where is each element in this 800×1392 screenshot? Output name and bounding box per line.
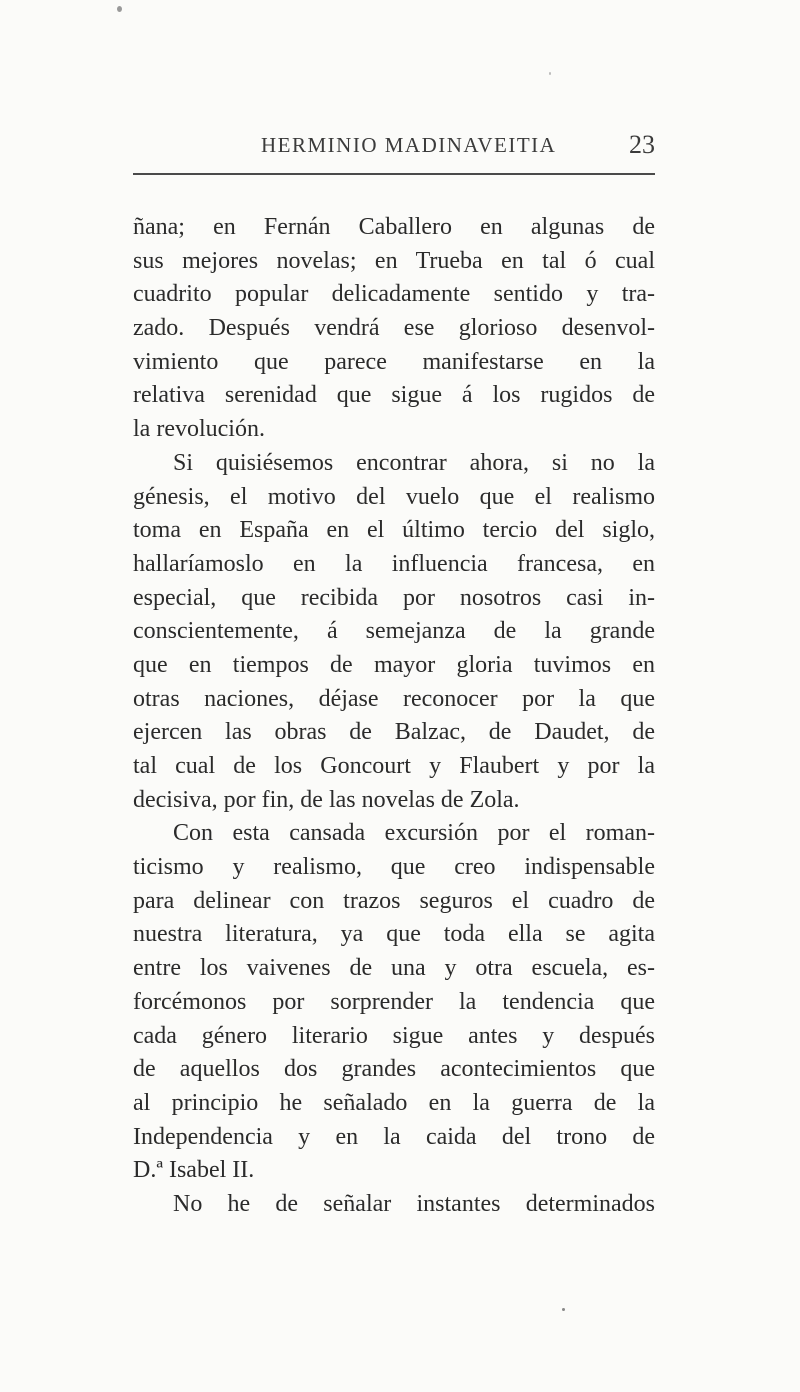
ink-speck [549,72,551,75]
text-line: ñana; en Fernán Caballero en algunas de [133,214,655,240]
text-line: cuadrito popular delicadamente sentido y tra- [133,281,655,308]
body-text [133,211,655,1222]
text-line: la revolución. [133,416,265,443]
text-line: entre los vaivenes de una y otra escuela, es- [133,955,655,982]
text-line: forcémonos por sorprender la tendencia que [133,988,655,1015]
text-line: ticismo y realismo, que creo indispensable [133,854,655,881]
text-line: Si quisiésemos encontrar ahora, si no la [173,449,655,476]
text-line: relativa serenidad que sigue á los rugidos de [133,382,655,409]
text-line: Independencia y en la caida del trono de [133,1123,655,1150]
text-line: zado. Después vendrá ese glorioso desenvol- [133,315,655,342]
header-rule [133,173,655,175]
text-line: otras naciones, déjase reconocer por la que [133,685,655,712]
text-line: nuestra literatura, ya que toda ella se agita [133,921,655,948]
text-line: D.ª Isabel II. [133,1157,255,1184]
text-line: Con esta cansada excursión por el roman- [173,820,655,847]
text-line: decisiva, por fin, de las novelas de Zola. [133,786,520,813]
text-line: de aquellos dos grandes acontecimientos que [133,1056,655,1083]
text-line: conscientemente, á semejanza de la grande [133,618,655,645]
text-line: ejercen las obras de Balzac, de Daudet, de [133,719,655,746]
text-line: que en tiempos de mayor gloria tuvimos en [133,651,655,678]
running-head: HERMINIO MADINAVEITIA [261,133,557,157]
text-line: para delinear con trazos seguros el cuadro de [133,887,655,914]
text-line: al principio he señalado en la guerra de la [133,1089,655,1116]
text-line: tal cual de los Goncourt y Flaubert y por la [133,753,655,779]
text-line: cada género literario sigue antes y después [133,1022,655,1049]
text-line: No he de señalar instantes determinados [173,1190,655,1217]
page-header [133,130,655,166]
page-number: 23 [629,130,655,159]
ink-speck [117,6,122,12]
ink-speck [562,1308,565,1311]
text-line: vimiento que parece manifestarse en la [133,348,655,375]
text-line: sus mejores novelas; en Trueba en tal ó cual [133,247,655,274]
text-line: especial, que recibida por nosotros casi in- [133,584,655,611]
text-line: toma en España en el último tercio del siglo, [133,517,655,544]
text-line: génesis, el motivo del vuelo que el realismo [133,483,655,510]
text-line: hallaríamoslo en la influencia francesa, en [133,550,655,577]
